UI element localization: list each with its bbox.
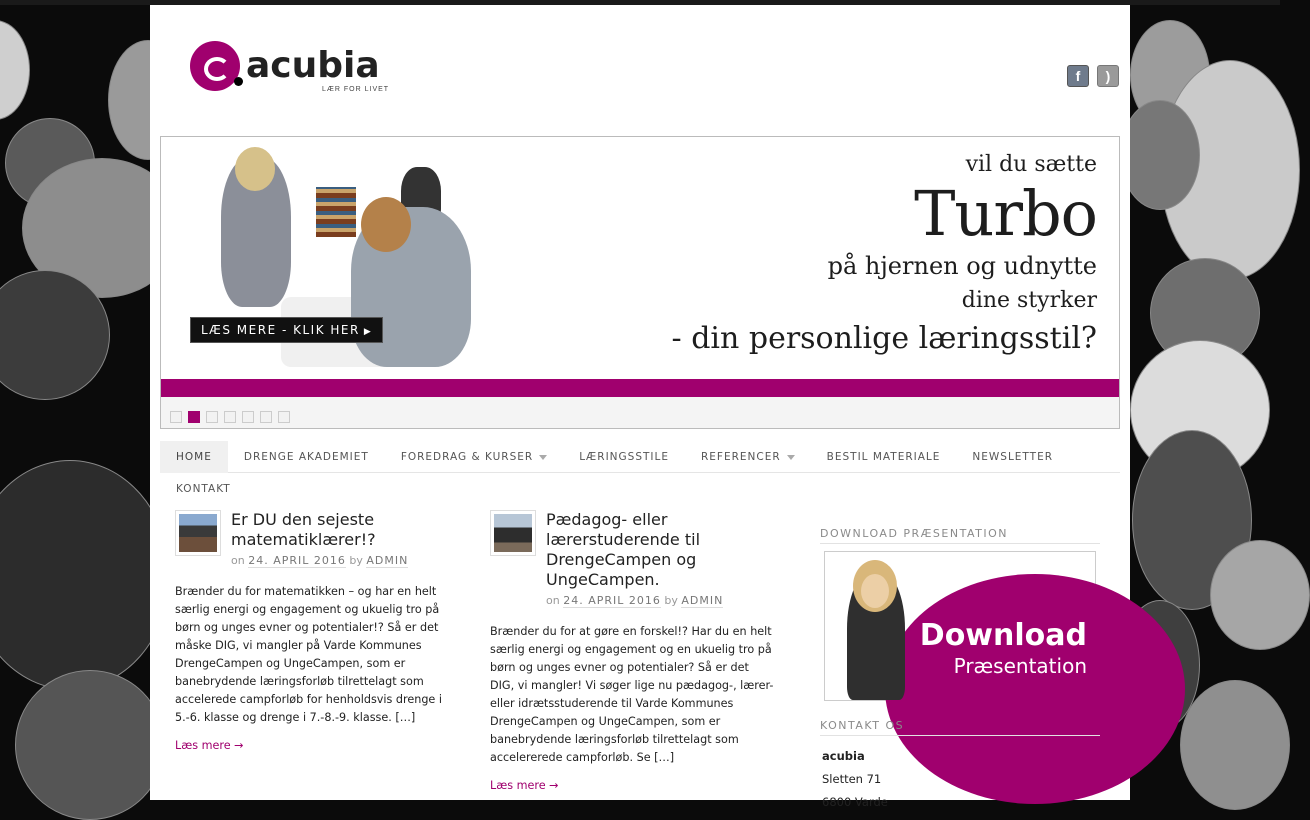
post-excerpt: Brænder du for at gøre en forskel!? Har du en helt særlig energi og engagement og en ukuelig tro på børn og unges evner og potentialer? Så er det DIG, vi mangler! Vi søger lige nu pædagog-, lærer- eller idrætsstuderende til Varde Kommunes DrengeCampen og UngeCampen, som er banebrydende læringsforløb tilrettelagt som accelererede campforløb. Se […] — [490, 625, 774, 764]
logo-text: acubia — [246, 45, 380, 86]
slider-dot-2[interactable] — [188, 411, 200, 423]
rss-icon[interactable]: ) — [1097, 65, 1119, 87]
download-heading: DOWNLOAD PRÆSENTATION — [820, 527, 1100, 544]
post-card — [490, 510, 775, 792]
post-author-link[interactable]: ADMIN — [366, 554, 409, 567]
post-meta: on 24. APRIL 2016 by ADMIN — [546, 594, 724, 607]
post-meta: on 24. APRIL 2016 by ADMIN — [231, 554, 409, 567]
slide-line-4: dine styrker — [961, 288, 1097, 313]
nav-item-bestil-materiale[interactable]: BESTIL MATERIALE — [826, 451, 941, 463]
slide-line-2: Turbo — [914, 177, 1097, 250]
read-more-link[interactable]: Læs mere → — [490, 779, 559, 792]
facebook-icon[interactable]: f — [1067, 65, 1089, 87]
post-title[interactable]: Er DU den sejeste matematiklærer!? — [231, 510, 376, 549]
read-more-link[interactable]: Læs mere → — [175, 739, 244, 752]
contact-info — [822, 745, 888, 814]
slider-dot-1[interactable] — [170, 411, 182, 423]
logo-dot — [234, 77, 243, 86]
slide-line-1: vil du sætte — [965, 152, 1097, 177]
chevron-down-icon — [787, 455, 795, 460]
post-card — [175, 510, 445, 752]
contact-heading: KONTAKT OS — [820, 719, 1100, 736]
nav-item-læringsstile[interactable]: LÆRINGSSTILE — [579, 451, 669, 463]
post-thumbnail[interactable] — [490, 510, 536, 556]
post-excerpt: Brænder du for matematikken – og har en helt særlig energi og engagement og ukuelig tro på børn og unges evner og potentialer!? Så er det måske DIG, vi mangler på Varde Kommunes DrengeCampen og UngeCampen, som er banebrydende læringsforløb tilrettelagt som accelerede campforløb for henholdsvis drenge i 5.-6. klasse og drenge i 7.-8.-9. klasse. […] — [175, 585, 442, 724]
slide-line-5: - din personlige læringsstil? — [671, 321, 1097, 356]
slider-pagination — [170, 408, 296, 420]
nav-item-drenge-akademiet[interactable]: DRENGE AKADEMIET — [243, 451, 369, 463]
page-container — [150, 5, 1130, 809]
download-title: Download — [919, 618, 1087, 653]
main-navigation — [160, 441, 1120, 495]
nav-item-foredrag-kurser[interactable]: FOREDRAG & KURSER — [385, 441, 563, 473]
download-subtitle: Præsentation — [953, 654, 1087, 678]
contact-company: acubia — [822, 749, 865, 763]
hero-slide — [161, 137, 1119, 379]
hero-slider — [160, 136, 1120, 429]
nav-item-kontakt[interactable]: KONTAKT — [176, 483, 231, 495]
nav-item-referencer[interactable]: REFERENCER — [685, 441, 811, 473]
post-date: 24. APRIL 2016 — [248, 554, 346, 567]
play-icon: ▶ — [363, 327, 373, 337]
slider-dot-4[interactable] — [224, 411, 236, 423]
slider-read-more-button[interactable]: LÆS MERE - KLIK HER ▶ — [190, 317, 383, 343]
post-author-link[interactable]: ADMIN — [681, 594, 724, 607]
contact-street: Sletten 71 — [822, 772, 882, 786]
slide-headline — [672, 151, 1097, 359]
slide-line-3: på hjernen og udnytte — [827, 252, 1097, 280]
nav-item-home[interactable]: HOME — [160, 441, 228, 473]
post-title[interactable]: Pædagog- eller lærerstuderende til DrengeCampen og UngeCampen. — [546, 510, 701, 589]
contact-city: 6800 Varde — [822, 795, 888, 809]
post-thumbnail[interactable] — [175, 510, 221, 556]
slide-accent-bar — [161, 379, 1119, 397]
slider-dot-6[interactable] — [260, 411, 272, 423]
slider-dot-5[interactable] — [242, 411, 254, 423]
slider-dot-7[interactable] — [278, 411, 290, 423]
nav-item-newsletter[interactable]: NEWSLETTER — [972, 451, 1053, 463]
logo-tagline: LÆR FOR LIVET — [322, 86, 390, 93]
download-presentation-banner[interactable] — [824, 551, 1096, 701]
logo-mark — [190, 41, 240, 91]
site-logo[interactable] — [190, 41, 400, 101]
chevron-down-icon — [539, 455, 547, 460]
slider-dot-3[interactable] — [206, 411, 218, 423]
post-date: 24. APRIL 2016 — [563, 594, 661, 607]
